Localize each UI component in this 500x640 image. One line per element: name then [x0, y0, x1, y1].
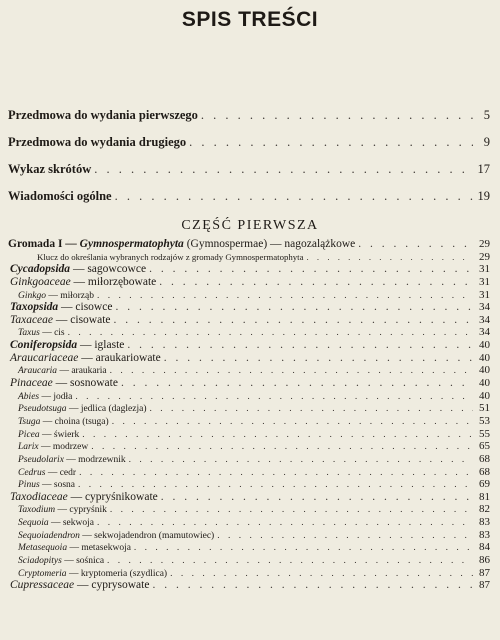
taxon-name: Sciadopitys [18, 556, 62, 567]
leader-dots [112, 417, 473, 427]
page-number: 86 [479, 554, 490, 567]
leader-dots [94, 162, 473, 177]
page-number: 40 [479, 389, 490, 402]
entry-title: Cycadopsida — sagowcowce [10, 263, 147, 276]
taxon-name: Cryptomeria [18, 568, 67, 579]
taxon-name: Taxus [18, 328, 40, 339]
entry-title: Pseudolarix — modrzewnik [18, 454, 126, 465]
taxon-name: Tsuga [18, 416, 41, 427]
leader-dots [307, 252, 473, 262]
page-number: 69 [479, 478, 490, 491]
toc-entry[interactable] [8, 541, 490, 554]
leader-dots [114, 314, 474, 326]
toc-entry[interactable] [8, 516, 490, 529]
entry-title: Ginkgo — miłorząb [18, 290, 94, 301]
taxon-name: Metasequoia [18, 543, 68, 554]
page-number: 83 [479, 516, 490, 529]
page-number: 34 [479, 301, 490, 314]
toc-entry[interactable] [8, 402, 490, 415]
page-number: 19 [477, 189, 490, 203]
page-number: 40 [479, 377, 490, 390]
toc-entry[interactable] [8, 289, 490, 302]
entry-title: Klucz do określania wybranych rodzajów z gromady Gymnospermatophyta [37, 251, 304, 262]
page-number: 29 [479, 250, 490, 263]
page-number: 34 [479, 326, 490, 339]
page-number: 31 [479, 263, 490, 276]
page-number: 31 [479, 288, 490, 301]
page-number: 5 [483, 108, 490, 122]
leader-dots [217, 531, 473, 541]
entry-title: Taxopsida — cisowce [10, 301, 113, 314]
toc-entry[interactable] [8, 428, 490, 441]
page-number: 40 [479, 364, 490, 377]
preface-entry[interactable] [8, 135, 490, 162]
toc-entry[interactable] [8, 352, 490, 365]
toc-entry[interactable] [8, 314, 490, 327]
toc-entry[interactable] [8, 529, 490, 542]
entry-title: Sequoia — sekwoja [18, 518, 94, 529]
entry-title: Wiadomości ogólne [8, 189, 112, 203]
page-number: 55 [479, 427, 490, 440]
entry-title: Cryptomeria — kryptomeria (szydlica) [18, 568, 168, 579]
toc-entry[interactable] [8, 503, 490, 516]
taxon-name: Araucaria [18, 366, 58, 377]
entry-title: Przedmowa do wydania drugiego [8, 135, 187, 149]
toc-entry[interactable] [8, 238, 490, 251]
preface-entry[interactable] [8, 108, 490, 135]
toc-entry[interactable] [8, 339, 490, 352]
leader-dots [127, 339, 473, 351]
entry-title: Taxodiaceae — cypryśnikowate [10, 490, 158, 503]
leader-dots [121, 377, 473, 389]
leader-dots [149, 404, 473, 414]
page-number: 31 [479, 275, 490, 288]
leader-dots [107, 556, 473, 566]
entry-title: Wykaz skrótów [8, 162, 92, 176]
taxon-name: Araucariaceae [10, 351, 79, 364]
entry-title: Larix — modrzew [18, 442, 89, 453]
entry-title: Abies — jodła [18, 391, 73, 402]
taxon-name: Cupressaceae [10, 579, 75, 592]
taxon-name: Cedrus [18, 467, 46, 478]
leader-dots [170, 569, 473, 579]
page-number: 17 [477, 162, 490, 176]
taxon-name: Abies [18, 391, 40, 402]
entry-title: Cupressaceae — cyprysowate [10, 579, 150, 592]
entry-title: Sciadopitys — sośnica [18, 556, 105, 567]
leader-dots [75, 392, 473, 402]
taxon-name: Sequoia [18, 518, 49, 529]
leader-dots [91, 442, 473, 452]
entry-title: Metasequoia — metasekwoja [18, 543, 131, 554]
leader-dots [358, 238, 473, 250]
toc-entry[interactable] [8, 326, 490, 339]
entry-title: Araucaria — araukaria [18, 366, 107, 377]
taxon-name: Picea [18, 429, 40, 440]
page-number: 34 [479, 313, 490, 326]
leader-dots [78, 480, 473, 490]
entry-title: Picea — świerk [18, 429, 80, 440]
page-number: 68 [479, 465, 490, 478]
page-number: 82 [479, 503, 490, 516]
taxon-name: Pinus [18, 480, 40, 491]
entry-title: Pseudotsuga — jedlica (daglezja) [18, 404, 147, 415]
taxon-name: Ginkgo [18, 290, 46, 301]
entry-title: Taxaceae — cisowate [10, 313, 111, 326]
entry-title: Cedrus — cedr [18, 467, 77, 478]
taxon-name: Taxodiaceae [10, 490, 68, 503]
taxon-name: Taxopsida [10, 301, 59, 314]
leader-dots [189, 135, 473, 150]
page-number: 87 [479, 579, 490, 592]
taxon-name: Pinaceae [10, 377, 53, 390]
entry-title: Taxodium — cypryśnik [18, 505, 107, 516]
toc-entry[interactable] [8, 466, 490, 479]
page-number: 81 [479, 490, 490, 503]
page-number: 9 [483, 135, 490, 149]
preface-entry[interactable] [8, 189, 490, 216]
leader-dots [115, 301, 473, 313]
entry-title: Tsuga — choina (tsuga) [18, 416, 109, 427]
toc-entry[interactable] [8, 453, 490, 466]
page-number: 84 [479, 541, 490, 554]
leader-dots [201, 108, 473, 123]
taxon-name: Cycadopsida [10, 263, 71, 276]
leader-dots [159, 276, 473, 288]
entry-title: Pinus — sosna [18, 480, 76, 491]
part-heading: CZĘŚĆ PIERWSZA [181, 218, 319, 233]
entry-title: Przedmowa do wydania pierwszego [8, 108, 198, 122]
page-number: 68 [479, 452, 490, 465]
preface-entry[interactable] [8, 162, 490, 189]
table-of-contents [8, 238, 490, 592]
toc-entry[interactable] [8, 567, 490, 580]
entry-title: Gromada I — Gymnospermatophyta (Gymnospermae) — nagozalążkowe [8, 238, 356, 250]
taxon-name: Taxaceae [10, 313, 54, 326]
toc-entry[interactable] [8, 377, 490, 390]
page-number: 29 [479, 238, 490, 250]
entry-title: Ginkgoaceae — miłorzębowate [10, 275, 157, 288]
leader-dots [161, 491, 473, 503]
page-number: 65 [479, 440, 490, 453]
taxon-name: Ginkgoaceae [10, 275, 71, 288]
toc-entry[interactable] [8, 415, 490, 428]
entry-title: Coniferopsida — iglaste [10, 339, 125, 352]
taxon-name: Larix [18, 442, 39, 453]
leader-dots [129, 455, 473, 465]
toc-entry[interactable] [8, 554, 490, 567]
leader-dots [79, 468, 473, 478]
toc-entry[interactable] [8, 390, 490, 403]
leader-dots [164, 352, 473, 364]
leader-dots [68, 328, 473, 338]
leader-dots [134, 543, 473, 553]
entry-title: Araucariaceae — araukariowate [10, 351, 161, 364]
leader-dots [110, 366, 473, 376]
taxon-name: Pseudolarix [18, 454, 64, 465]
page-number: 51 [479, 402, 490, 415]
leader-dots [149, 263, 473, 275]
leader-dots [97, 518, 473, 528]
page-number: 40 [479, 351, 490, 364]
entry-title: Sequoiadendron — sekwojadendron (mamutowiec) [18, 530, 215, 541]
toc-entry[interactable] [8, 364, 490, 377]
toc-entry[interactable] [8, 276, 490, 289]
page-number: 53 [479, 414, 490, 427]
leader-dots [110, 505, 473, 515]
toc-entry[interactable] [8, 440, 490, 453]
leader-dots [115, 189, 473, 204]
leader-dots [152, 579, 473, 591]
toc-entry[interactable] [8, 478, 490, 491]
entry-title: Pinaceae — sosnowate [10, 377, 118, 390]
taxon-name: Taxodium [18, 505, 56, 516]
leader-dots [97, 291, 473, 301]
page-title: SPIS TREŚCI [181, 8, 319, 31]
leader-dots [82, 430, 473, 440]
entry-title: Taxus — cis [18, 328, 65, 339]
page-number: 83 [479, 528, 490, 541]
toc-entry[interactable] [8, 491, 490, 504]
toc-entry[interactable] [8, 251, 490, 264]
page-number: 87 [479, 566, 490, 579]
taxon-name: Sequoiadendron [18, 530, 80, 541]
taxon-name: Pseudotsuga [18, 404, 67, 415]
toc-entry[interactable] [8, 301, 490, 314]
toc-entry[interactable] [8, 579, 490, 592]
page-number: 40 [479, 339, 490, 352]
toc-entry[interactable] [8, 263, 490, 276]
taxon-name: Coniferopsida [10, 339, 78, 352]
